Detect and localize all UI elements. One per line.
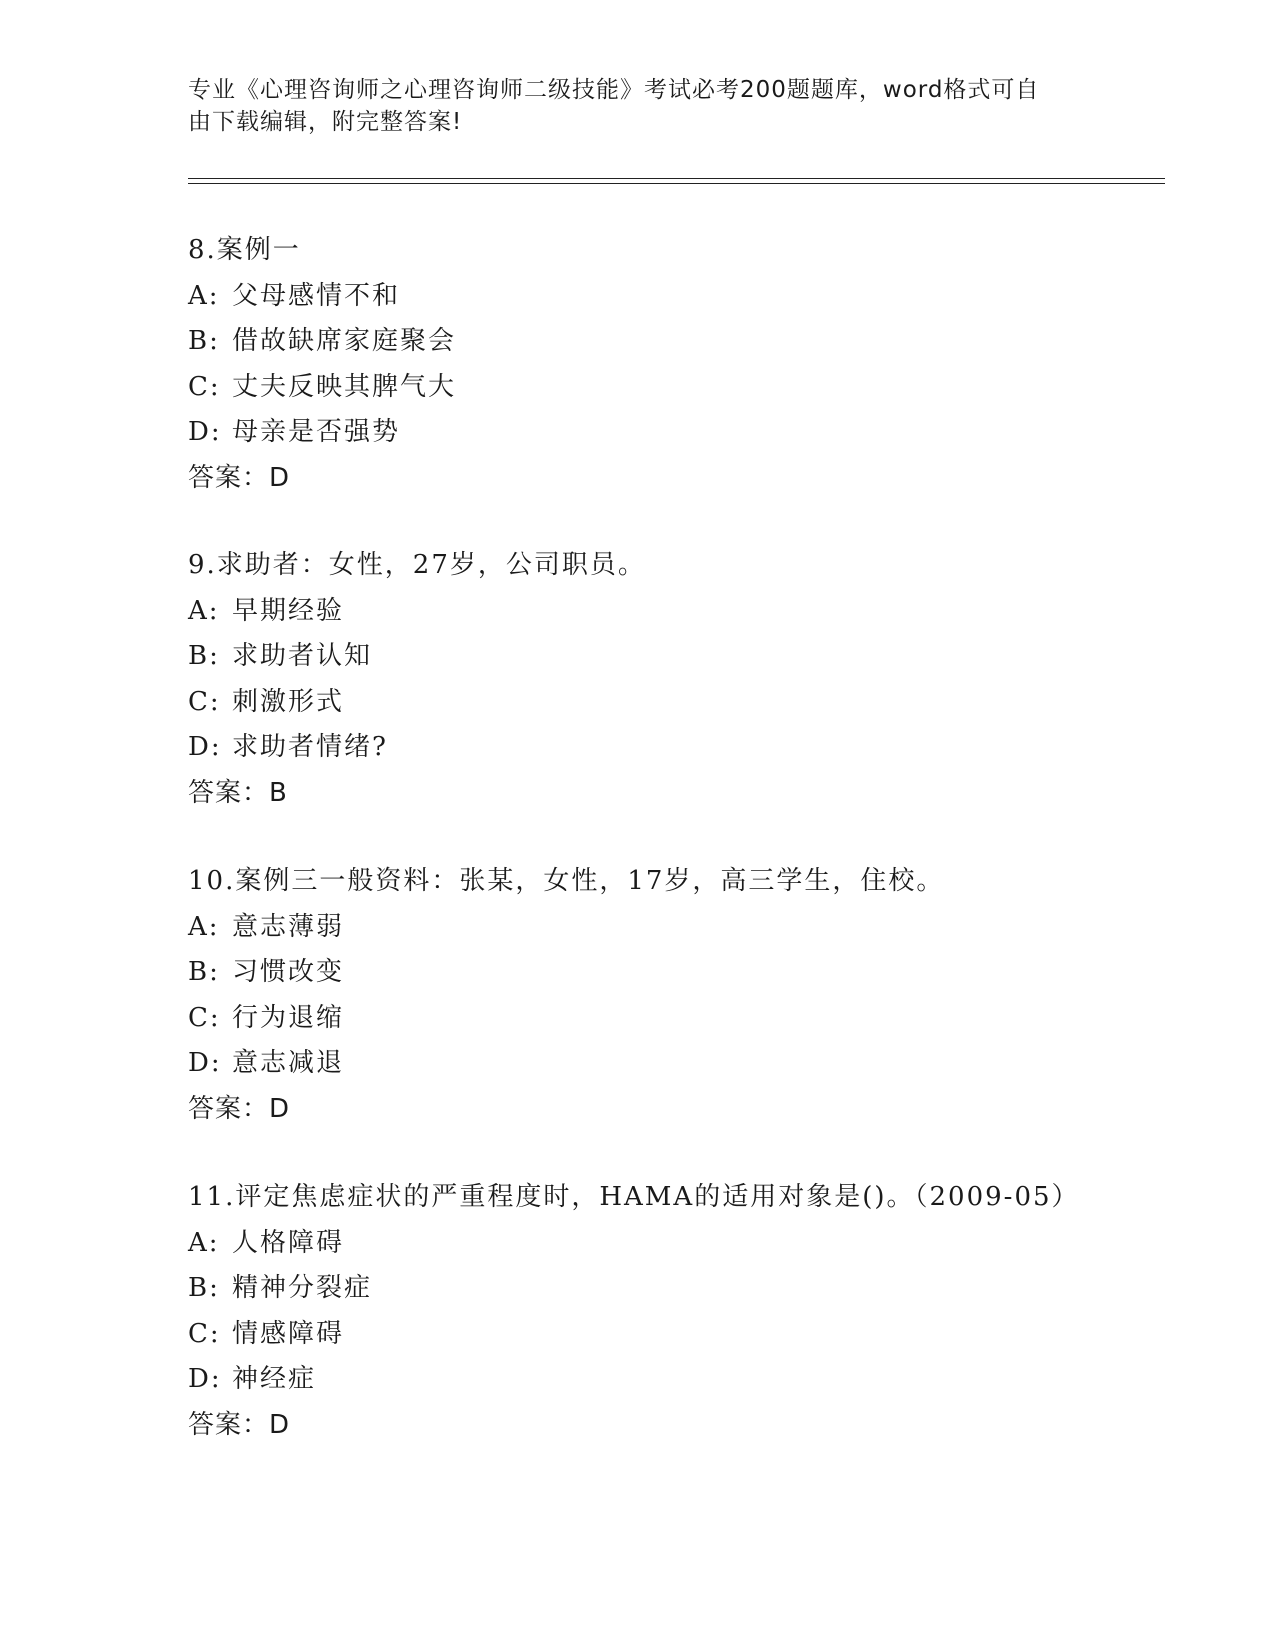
option-d [188,410,1148,456]
option-letter: B: [188,326,220,356]
option-a [188,905,1148,951]
option-a [188,1221,1148,1267]
option-text: 母亲是否强势 [232,417,401,447]
question-stem: 11.评定焦虑症状的严重程度时，HAMA的适用对象是()。（2009-05） [188,1182,1080,1212]
option-text: 神经症 [232,1364,317,1394]
option-letter: A: [188,1227,220,1258]
option-letter: B: [188,1273,220,1303]
header-line-2: 由下载编辑，附完整答案! [188,109,463,135]
option-text: 借故缺席家庭聚会 [232,326,457,356]
option-letter: A: [188,595,220,626]
option-letter: C: [188,686,221,717]
option-b [188,950,1148,996]
option-letter: D: [188,1048,222,1078]
option-a [188,589,1148,635]
option-text: 父母感情不和 [232,280,401,311]
option-c [188,996,1148,1042]
option-letter: C: [188,1002,221,1033]
option-c [188,1312,1148,1358]
option-letter: D: [188,417,222,447]
option-text: 习惯改变 [232,957,345,987]
document-header [188,74,1088,138]
option-d [188,1041,1148,1087]
header-divider-bottom [188,183,1165,184]
option-b [188,634,1148,680]
question-10 [188,859,1148,1132]
header-divider-top [188,178,1165,179]
option-c [188,365,1148,411]
option-c [188,680,1148,726]
option-text: 情感障碍 [232,1318,345,1349]
answer-line: 答案：D [188,462,291,493]
question-11 [188,1175,1148,1448]
answer-line: 答案：D [188,1409,291,1440]
option-text: 行为退缩 [232,1002,345,1033]
option-text: 意志减退 [232,1048,345,1078]
option-d [188,725,1148,771]
question-stem: 8.案例一 [188,235,301,265]
question-stem: 10.案例三一般资料：张某，女性，17岁，高三学生，住校。 [188,866,945,896]
option-letter: C: [188,371,221,402]
option-b [188,319,1148,365]
answer-line: 答案：D [188,1093,291,1124]
question-stem: 9.求助者：女性，27岁，公司职员。 [188,550,646,580]
option-letter: B: [188,957,220,987]
option-letter: D: [188,732,222,762]
option-d [188,1357,1148,1403]
option-letter: D: [188,1364,222,1394]
option-text: 精神分裂症 [232,1273,373,1303]
option-text: 刺激形式 [232,686,345,717]
option-letter: B: [188,641,220,671]
header-line-1: 专业《心理咨询师之心理咨询师二级技能》考试必考200题题库，word格式可自 [188,77,1040,103]
option-text: 早期经验 [232,595,345,626]
question-8 [188,228,1148,501]
option-text: 求助者认知 [232,641,373,671]
option-text: 求助者情绪? [232,732,388,762]
option-letter: A: [188,911,220,942]
option-b [188,1266,1148,1312]
option-a [188,274,1148,320]
option-letter: A: [188,280,220,311]
option-text: 丈夫反映其脾气大 [232,371,457,402]
option-letter: C: [188,1318,221,1349]
option-text: 人格障碍 [232,1227,345,1258]
answer-line: 答案：B [188,777,288,808]
option-text: 意志薄弱 [232,911,345,942]
question-9 [188,543,1148,816]
